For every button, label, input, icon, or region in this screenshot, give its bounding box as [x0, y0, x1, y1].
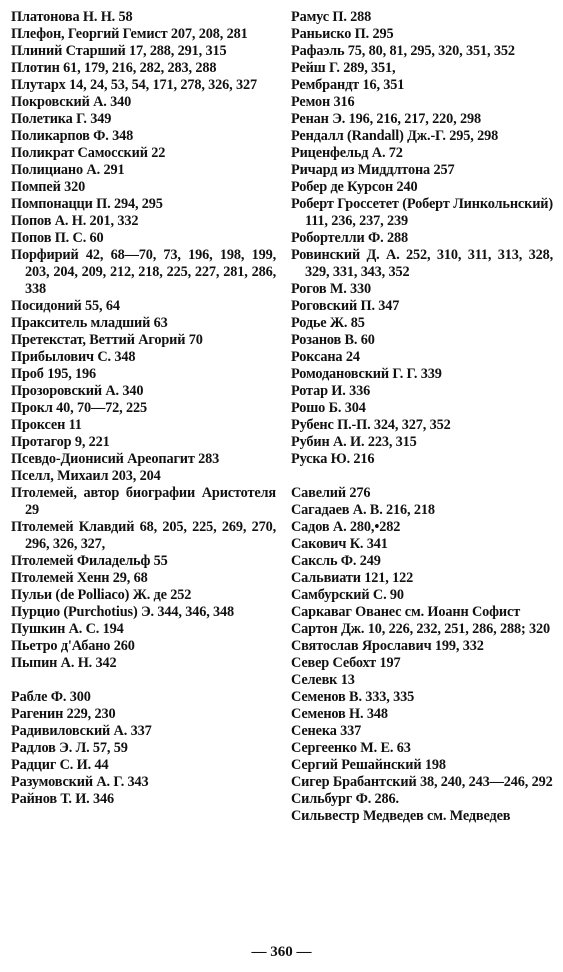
index-entry: Радивиловский А. 337 [11, 723, 152, 739]
index-entry: Саркаваг Ованес см. Иоанн Софист [291, 604, 521, 620]
index-entry: Попов А. Н. 201, 332 [11, 213, 139, 229]
index-entry: Пурцио (Purchotius) Э. 344, 346, 348 [11, 604, 235, 620]
index-entry: Разумовский А. Г. 343 [11, 774, 149, 790]
index-entry: Рагенин 229, 230 [11, 706, 116, 722]
index-entry: Помпонацци П. 294, 295 [11, 196, 163, 212]
index-entry: Птолемей Филадельф 55 [11, 553, 168, 569]
index-entry: Роговский П. 347 [291, 298, 400, 314]
index-entry: Рембрандт 16, 351 [291, 77, 405, 93]
index-entry: Пушкин А. С. 194 [11, 621, 124, 637]
index-entry: Поликарпов Ф. 348 [11, 128, 134, 144]
index-entry: Сакович К. 341 [291, 536, 388, 552]
index-entry: Ровинский Д. А. 252, 310, 311, 313, 328, 329, 331, 343, 352 [291, 247, 553, 280]
letter-group-gap [11, 672, 276, 689]
index-entry: Сильбург Ф. 286. [291, 791, 399, 807]
index-entry: Ренан Э. 196, 216, 217, 220, 298 [291, 111, 481, 127]
index-entry: Проксен 11 [11, 417, 82, 433]
index-entry: Посидоний 55, 64 [11, 298, 120, 314]
index-entry: Рабле Ф. 300 [11, 689, 91, 705]
index-entry: Проб 195, 196 [11, 366, 97, 382]
index-entry: Попов П. С. 60 [11, 230, 104, 246]
index-entry: Полетика Г. 349 [11, 111, 112, 127]
index-entry: Плотин 61, 179, 216, 282, 283, 288 [11, 60, 217, 76]
index-entry: Рамус П. 288 [291, 9, 372, 25]
index-entry: Пульи (de Polliaco) Ж. де 252 [11, 587, 192, 603]
index-entry: Риценфельд А. 72 [291, 145, 403, 161]
index-entry: Робортелли Ф. 288 [291, 230, 408, 246]
index-entry: Пселл, Михаил 203, 204 [11, 468, 161, 484]
index-entry: Птолемей Хенн 29, 68 [11, 570, 148, 586]
index-entry: Пракситель младший 63 [11, 315, 168, 331]
index-entry: Роберт Гроссетет (Роберт Линкольнский) 111, 236, 237, 239 [291, 196, 553, 229]
index-entry: Райнов Т. И. 346 [11, 791, 115, 807]
index-entry: Прокл 40, 70—72, 225 [11, 400, 147, 416]
index-entry: Порфирий 42, 68—70, 73, 196, 198, 199, 203, 204, 209, 212, 218, 225, 227, 281, 286, 338 [11, 247, 276, 297]
index-entry: Плиний Старший 17, 288, 291, 315 [11, 43, 227, 59]
index-entry: Ротар И. 336 [291, 383, 371, 399]
index-entry: Рубенс П.-П. 324, 327, 352 [291, 417, 451, 433]
index-entry: Ричард из Миддлтона 257 [291, 162, 455, 178]
letter-group-gap [291, 468, 553, 485]
index-entry: Сенека 337 [291, 723, 362, 739]
index-entry: Птолемей, автор биографии Аристотеля 29 [11, 485, 276, 518]
index-entry: Поликрат Самосский 22 [11, 145, 166, 161]
index-entry: Прибылович С. 348 [11, 349, 136, 365]
index-column-right [291, 9, 553, 825]
index-entry: Рошо Б. 304 [291, 400, 366, 416]
index-entry: Пьетро д'Абано 260 [11, 638, 135, 654]
index-entry: Рубин А. И. 223, 315 [291, 434, 417, 450]
index-entry: Розанов В. 60 [291, 332, 375, 348]
index-entry: Прозоровский А. 340 [11, 383, 144, 399]
index-entry: Святослав Ярославич 199, 332 [291, 638, 484, 654]
index-entry: Рафаэль 75, 80, 81, 295, 320, 351, 352 [291, 43, 515, 59]
index-entry: Север Себохт 197 [291, 655, 401, 671]
index-entry: Роксана 24 [291, 349, 360, 365]
index-entry: Плефон, Георгий Гемист 207, 208, 281 [11, 26, 248, 42]
page-number: — 360 — [251, 944, 312, 960]
index-entry: Садов А. 280,•282 [291, 519, 401, 535]
index-entry: Полициано А. 291 [11, 162, 125, 178]
index-entry: Саксль Ф. 249 [291, 553, 381, 569]
index-entry: Раньиско П. 295 [291, 26, 394, 42]
index-entry: Рогов М. 330 [291, 281, 372, 297]
index-entry: Помпей 320 [11, 179, 86, 195]
index-entry: Рендалл (Randall) Дж.-Г. 295, 298 [291, 128, 499, 144]
index-entry: Птолемей Клавдий 68, 205, 225, 269, 270, 296, 326, 327, [11, 519, 276, 552]
index-entry: Рейш Г. 289, 351, [291, 60, 396, 76]
index-entry: Сергий Решайнский 198 [291, 757, 446, 773]
index-entry: Сальвиати 121, 122 [291, 570, 414, 586]
index-entry: Сергеенко М. Е. 63 [291, 740, 411, 756]
index-entry: Селевк 13 [291, 672, 355, 688]
index-entry: Робер де Курсон 240 [291, 179, 418, 195]
index-entry: Руска Ю. 216 [291, 451, 375, 467]
index-entry: Радлов Э. Л. 57, 59 [11, 740, 128, 756]
index-entry: Сагадаев А. В. 216, 218 [291, 502, 435, 518]
index-entry: Покровский А. 340 [11, 94, 132, 110]
index-entry: Савелий 276 [291, 485, 371, 501]
index-entry: Сильвестр Медведев см. Медведев [291, 808, 511, 824]
index-entry: Псевдо-Дионисий Ареопагит 283 [11, 451, 220, 467]
index-column-left [11, 9, 276, 808]
index-entry: Радциг С. И. 44 [11, 757, 109, 773]
index-entry: Родье Ж. 85 [291, 315, 365, 331]
index-entry: Претекстат, Веттий Агорий 70 [11, 332, 203, 348]
index-entry: Семенов В. 333, 335 [291, 689, 415, 705]
index-entry: Сигер Брабантский 38, 240, 243—246, 292 [291, 774, 553, 790]
index-entry: Семенов Н. 348 [291, 706, 388, 722]
index-entry: Самбурский С. 90 [291, 587, 404, 603]
index-entry: Протагор 9, 221 [11, 434, 110, 450]
index-entry: Сартон Дж. 10, 226, 232, 251, 286, 288; 320 [291, 621, 550, 637]
index-entry: Плутарх 14, 24, 53, 54, 171, 278, 326, 327 [11, 77, 258, 93]
index-entry: Ремон 316 [291, 94, 355, 110]
index-entry: Ромодановский Г. Г. 339 [291, 366, 442, 382]
index-entry: Платонова Н. Н. 58 [11, 9, 133, 25]
index-entry: Пыпин А. Н. 342 [11, 655, 117, 671]
